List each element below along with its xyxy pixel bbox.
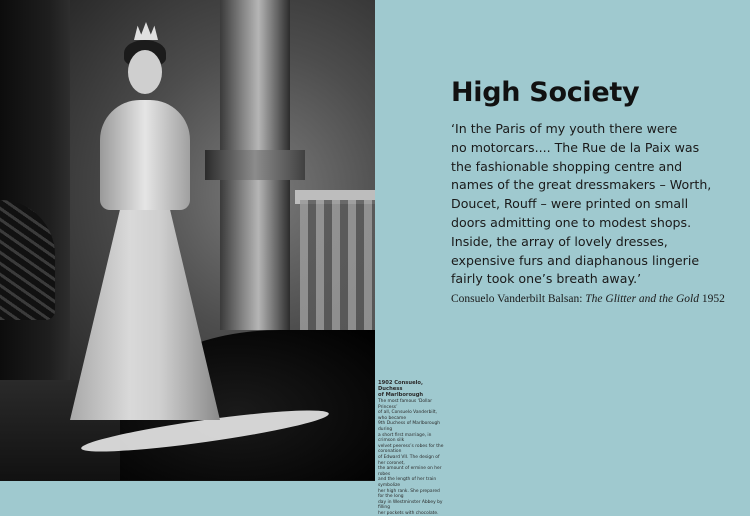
quote-line: doors admitting one to modest shops. bbox=[451, 214, 692, 230]
attribution-year: 1952 bbox=[698, 293, 725, 305]
portrait-photograph bbox=[0, 0, 375, 481]
quote-line: Doucet, Rouff – were printed on small bbox=[451, 196, 689, 212]
caption-body-line: a short first marriage, in crimson silk bbox=[378, 432, 432, 444]
caption-body-line: of all, Consuelo Vanderbilt, who became bbox=[378, 410, 437, 421]
caption-body-line: and the length of her train symbolize bbox=[378, 477, 437, 488]
caption-body-line: her high rank. She prepared for the long bbox=[378, 488, 440, 500]
photo-tiara bbox=[134, 22, 158, 40]
quote-line: Inside, the array of lovely dresses, bbox=[451, 233, 668, 249]
caption-title bbox=[378, 380, 444, 398]
caption-body-line: velvet peeress’s robes for the coronation bbox=[378, 443, 444, 455]
photo-caption bbox=[378, 380, 444, 516]
caption-title-line: of Marlborough bbox=[378, 392, 424, 398]
quote-line: fairly took one’s breath away.’ bbox=[451, 271, 642, 287]
caption-body-line: 9th Duchess of Marlborough during bbox=[378, 421, 441, 432]
photo-column-base bbox=[205, 150, 305, 180]
page-heading: High Society bbox=[451, 77, 640, 108]
caption-body-line: day in Westminster Abbey by filling bbox=[378, 499, 443, 511]
caption-body-line: the amount of ermine on her robes bbox=[378, 466, 442, 477]
quote-block bbox=[451, 120, 741, 289]
quote-line: no motorcars.... The Rue de la Paix was bbox=[451, 139, 700, 155]
quote-line: names of the great dressmakers – Worth, bbox=[451, 177, 712, 193]
quote-line: expensive furs and diaphanous lingerie bbox=[451, 252, 700, 268]
caption-body-line: her pockets with chocolate. bbox=[378, 510, 439, 516]
photo-face bbox=[128, 50, 162, 94]
caption-body-line: of Edward VII. The design of her coronet, bbox=[378, 454, 440, 466]
caption-body-line: The most famous ‘Dollar Princess’ bbox=[378, 399, 432, 410]
quote-line: the fashionable shopping centre and bbox=[451, 158, 683, 174]
photo-bodice bbox=[100, 100, 190, 210]
attribution-book-title: The Glitter and the Gold bbox=[585, 293, 699, 305]
quote-attribution bbox=[451, 292, 741, 306]
quote-line: ‘In the Paris of my youth there were bbox=[451, 121, 678, 136]
photo-balustrade bbox=[300, 200, 375, 350]
attribution-author: Consuelo Vanderbilt Balsan: bbox=[451, 293, 586, 305]
caption-title-line: 1902 Consuelo, Duchess bbox=[378, 380, 423, 392]
caption-body bbox=[378, 399, 444, 516]
photo-gown bbox=[70, 180, 220, 420]
